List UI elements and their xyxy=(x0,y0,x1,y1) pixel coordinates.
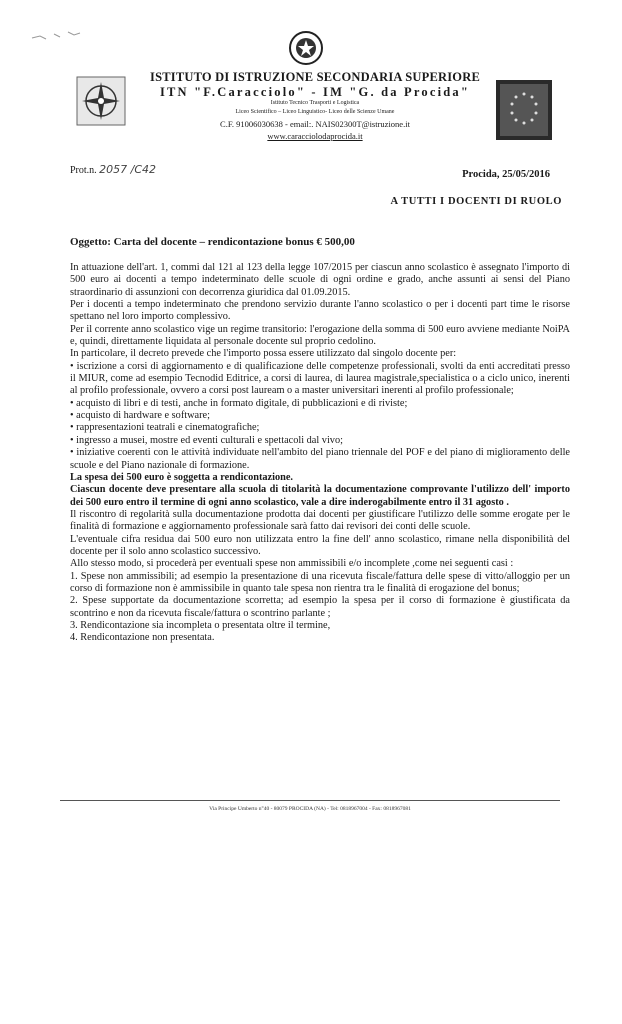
school-type-line: Istituto Tecnico Trasporti e Logistica xyxy=(270,100,360,106)
institute-name: ISTITUTO DI ISTRUZIONE SECONDARIA SUPERIORE xyxy=(150,70,480,84)
website-link[interactable]: www.caracciolodaprocida.it xyxy=(267,131,363,141)
eu-flag-logo xyxy=(496,80,552,140)
school-licei-line: Liceo Scientifico – Liceo Linguistico- Liceo delle Scienze Umane xyxy=(235,109,395,115)
case-item: 2. Spese supportate da documentazione scorretta; ad esempio la spesa per il corso di formazione è giustificata da scontrino e non da ricevuta fiscale/fattura o scontrino parlante ; xyxy=(70,595,570,619)
case-item: 1. Spese non ammissibili; ad esempio la presentazione di una ricevuta fiscale/fattura delle spese di vitto/alloggio per un corso di formazione non è ammissibile in quanto tale spesa non rientra tra le finalità di erogazione del bonus; xyxy=(70,570,570,594)
scan-smudge xyxy=(30,28,90,44)
paragraph: Il riscontro di regolarità sulla documentazione prodotta dai docenti per giustificare l'utilizzo delle somme erogate per le finalità di formazione e aggiornamento professionale sarà fatto dai revisori dei conti delle scuole. xyxy=(70,508,570,533)
paragraph: Per i docenti a tempo indeterminato che prendono servizio durante l'anno scolastico o per i docenti part time le risorse spettano nel loro importo complessivo. xyxy=(70,299,570,323)
bullet-item: • rappresentazioni teatrali e cinematografiche; xyxy=(70,422,260,434)
document-date: Procida, 25/05/2016 xyxy=(462,169,550,180)
paragraph: Per il corrente anno scolastico vige un regime transitorio: l'erogazione della somma di 500 euro avviene mediante NoiPA e, quindi, direttamente liquidata al personale docente sul proprio cedolino. xyxy=(70,323,570,348)
school-compass-logo xyxy=(76,76,126,126)
case-item: 3. Rendicontazione sia incompleta o presentata oltre il termine, xyxy=(70,619,331,631)
letter-body xyxy=(70,262,570,645)
bullet-item: • iscrizione a corsi di aggiornamento e di qualificazione delle competenze professionali, svolti da enti accreditati presso il MIUR, come ad esempio Tecnodid Editrice, a corsi di laurea, di laurea magistrale,specialistica o a ciclo unico, inerenti al profilo professionale, ovvero a corsi post lauream o a master universitari inerenti al profilo professionale; xyxy=(70,360,570,397)
bold-deadline-notice: Ciascun docente deve presentare alla scuola di titolarità la documentazione comprovante l'utilizzo dell' importo dei 500 euro entro il termine di ogni anno scolastico, vale a dire inderogabilmente entro il 31 agosto . xyxy=(70,484,570,508)
case-item: 4. Rendicontazione non presentata. xyxy=(70,632,215,644)
subject-line: Oggetto: Carta del docente – rendicontazione bonus € 500,00 xyxy=(70,236,355,248)
paragraph: Allo stesso modo, si procederà per eventuali spese non ammissibili e/o incomplete ,come nei seguenti casi : xyxy=(70,558,514,570)
italian-republic-emblem xyxy=(288,30,324,66)
footer-divider xyxy=(60,800,560,801)
paragraph: L'eventuale cifra residua dai 500 euro non utilizzata entro la fine dell' anno scolastico, rimane nella disponibilità del docente per il solo anno scolastico successivo. xyxy=(70,533,570,557)
school-names: ITN "F.Caracciolo" - IM "G. da Procida" xyxy=(159,85,471,99)
footer-address: Via Principe Umberto n°40 - 80079 PROCIDA (NA) - Tel: 0818967004 - Fax: 0818967081 xyxy=(209,806,411,812)
bullet-item: • acquisto di libri e di testi, anche in formato digitale, di pubblicazioni e di riviste; xyxy=(70,397,408,409)
protocol-label: Prot.n. xyxy=(70,165,97,176)
protocol-handwritten: 2057 /C42 xyxy=(99,163,157,176)
addressee: A TUTTI I DOCENTI DI RUOLO xyxy=(390,196,562,207)
bullet-item: • acquisto di hardware e software; xyxy=(70,410,210,422)
bullet-item: • ingresso a musei, mostre ed eventi culturali e spettacoli dal vivo; xyxy=(70,434,343,446)
contacts-line: C.F. 91006030638 - email:. NAIS02300T@istruzione.it xyxy=(220,119,410,129)
paragraph: In particolare, il decreto prevede che l'importo possa essere utilizzato dal singolo docente per: xyxy=(70,348,457,360)
bullet-item: • iniziative coerenti con le attività individuate nell'ambito del piano triennale del POF e del piano di miglioramento delle scuole e del Piano nazionale di formazione. xyxy=(70,447,570,471)
paragraph: In attuazione dell'art. 1, commi dal 121 al 123 della legge 107/2015 per ciascun anno scolastico è assegnato l'importo di 500 euro ai docenti a tempo indeterminato delle scuole di ogni ordine e grado, anche assunti ai sensi del Piano straordinario di assunzioni con decorrenza giuridica dal 01.09.2015. xyxy=(70,262,570,298)
protocol-number xyxy=(70,163,156,176)
bold-notice: La spesa dei 500 euro è soggetta a rendicontazione. xyxy=(70,471,293,483)
